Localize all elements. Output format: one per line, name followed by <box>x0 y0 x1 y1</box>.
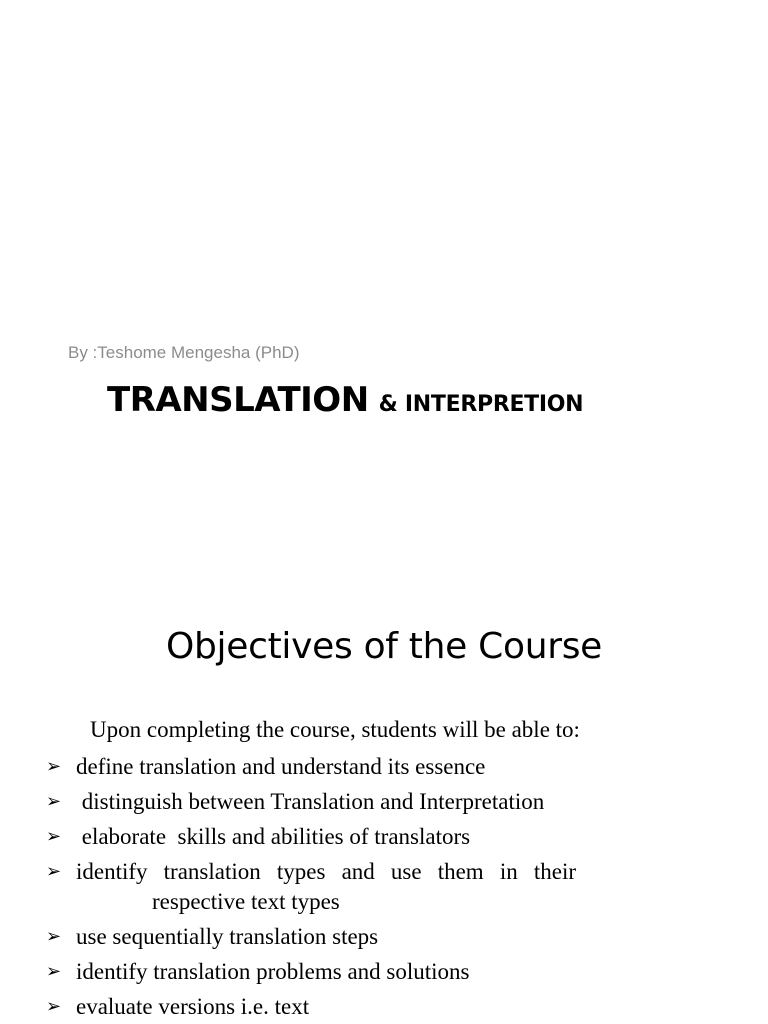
list-item <box>46 992 606 1022</box>
objectives-slide <box>0 576 768 1024</box>
objective-text: define translation and understand its essence <box>76 754 486 779</box>
arrow-bullet-icon: ➢ <box>46 861 62 882</box>
title-main: TRANSLATION <box>107 380 369 420</box>
objective-continuation: respective text types <box>152 889 340 914</box>
arrow-bullet-icon: ➢ <box>46 826 62 847</box>
objective-text: identify translation types and use them in their <box>76 859 576 884</box>
list-item <box>46 822 606 852</box>
arrow-bullet-icon: ➢ <box>46 996 62 1017</box>
list-item <box>46 957 606 987</box>
slide-title <box>107 380 583 420</box>
objectives-list <box>46 752 606 1024</box>
arrow-bullet-icon: ➢ <box>46 756 62 777</box>
objectives-heading: Objectives of the Course <box>165 626 603 667</box>
objective-text: distinguish between Translation and Interpretation <box>76 789 545 814</box>
objective-text: evaluate versions i.e. text <box>76 994 310 1019</box>
list-item <box>46 857 606 917</box>
objective-text: identify translation problems and solutions <box>76 959 470 984</box>
title-sub: & INTERPRETION <box>378 392 584 417</box>
objective-text: elaborate skills and abilities of translators <box>76 824 471 849</box>
list-item <box>46 787 606 817</box>
arrow-bullet-icon: ➢ <box>46 926 62 947</box>
objective-text: use sequentially translation steps <box>76 924 379 949</box>
arrow-bullet-icon: ➢ <box>46 961 62 982</box>
arrow-bullet-icon: ➢ <box>46 791 62 812</box>
list-item <box>46 752 606 782</box>
list-item <box>46 922 606 952</box>
author-line: By :Teshome Mengesha (PhD) <box>68 343 300 362</box>
objectives-intro: Upon completing the course, students will be able to: <box>90 717 580 742</box>
